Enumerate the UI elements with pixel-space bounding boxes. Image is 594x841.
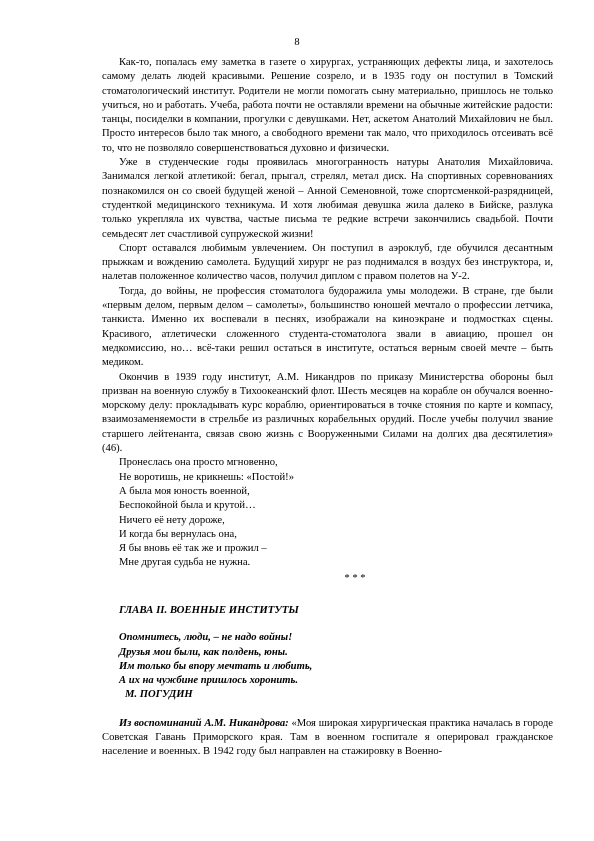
epigraph-line: А их на чужбине пришлось хоронить. [119, 675, 298, 687]
epigraph-author: М. ПОГУДИН [125, 689, 193, 701]
poem-line: Ничего её нету дороже, [119, 514, 225, 526]
poem-line: Мне другая судьба не нужна. [119, 557, 251, 569]
chapter-title: ГЛАВА II. ВОЕННЫЕ ИНСТИТУТЫ [119, 603, 299, 616]
paragraph: Как-то, попалась ему заметка в газете о хирургах, устраняющих дефекты лица, и захотелось самому делать людей красивыми. Решение созрело, и в 1935 году он поступил в Томский стоматологический институт. Родители не могли помогать сыну материально, пришлось не только учиться, но и работать. Учеба, работа почти не оставляли времени на обычные житейские радости: танцы, посиделки в компании, прогулки с девушками. Нет, аскетом Анатолий Михайлович не был. Просто интересов было так много, а свободного времени так мало, что приходилось отсеивать всё то, что не позволяло совершенствоваться духовно и физически. [102, 57, 553, 154]
paragraph: Окончив в 1939 году институт, А.М. Никандров по приказу Министерства обороны был призван на военную службу в Тихоокеанский флот. Шесть месяцев на корабле он обучался военно-морскому делу: прокладывать курс кораблю, ориентироваться в точке стояния по карте и компасу, взаимозаменяемости в стрельбе из различных корабельных орудий. После учебы получил звание старшего лейтенанта, связав свою жизнь с Вооруженными Силами на долгих два десятилетия» (46). [102, 371, 553, 455]
epigraph-line: Друзья мои были, как полдень, юны. [119, 646, 288, 658]
quote-text: «Моя широкая хирургическая практика началась в городе Советская Гавань Приморского края. Там в военном госпитале я оперировал гражданское население и военных. В 1942 году был направлен на стажировку в Военно- [102, 717, 553, 758]
paragraph: Уже в студенческие годы проявилась многогранность натуры Анатолия Михайловича. Занимался легкой атлетикой: бегал, прыгал, стрелял, метал диск. На спортивных соревнованиях познакомился он со своей будущей женой – Анной Семеновной, тоже спортсменкой-разрядницей, студенткой медицинского техникума. И хотя любимая девушка жила далеко в Бийске, разлука только укрепляла их чувства, частые письма те редкие встречи закончились свадьбой. Почти семьдесят лет счастливой супружеской жизни! [102, 157, 553, 240]
epigraph-line: Им только бы впору мечтать и любить, [119, 660, 313, 672]
poem-line: Беспокойной была и крутой… [119, 500, 256, 512]
poem-line: А была моя юность военной, [119, 485, 250, 497]
paragraph: Тогда, до войны, не профессия стоматолога будоражила умы молодежи. В стране, где были «первым делом, первым делом – самолеты», большинство юношей мечтало о профессии летчика, танкиста. Именно их воспевали в песнях, изображали на киноэкране и подмостках сцены. Красивого, атлетически сложенного студента-стоматолога звали в авиацию, прошел он медкомиссию, но… всё-таки решил остаться в институте, остаться верным своей мечте – быть медиком. [102, 285, 553, 369]
paragraph: Спорт оставался любимым увлечением. Он поступил в аэроклуб, где обучился десантным прыжкам и вождению самолета. Будущий хирург не раз поднимался в воздух без инструктора, и, налетав положенное количество часов, получил диплом с правом полетов на У-2. [102, 242, 553, 283]
poem [119, 456, 553, 570]
section-separator: * * * [344, 572, 366, 584]
page-body [102, 56, 553, 760]
page-number: 8 [294, 37, 300, 48]
poem-line: И когда бы вернулась она, [119, 528, 237, 540]
quote-lead: Из воспоминаний А.М. Никандрова: [119, 717, 289, 729]
epigraph [119, 631, 553, 702]
poem-line: Я бы вновь её так же и прожил – [119, 543, 267, 555]
poem-line: Пронеслась она просто мгновенно, [119, 457, 278, 469]
epigraph-line: Опомнитесь, люди, – не надо войны! [119, 632, 293, 644]
paragraph [102, 717, 553, 760]
poem-line: Не воротишь, не крикнешь: «Постой!» [119, 471, 294, 483]
